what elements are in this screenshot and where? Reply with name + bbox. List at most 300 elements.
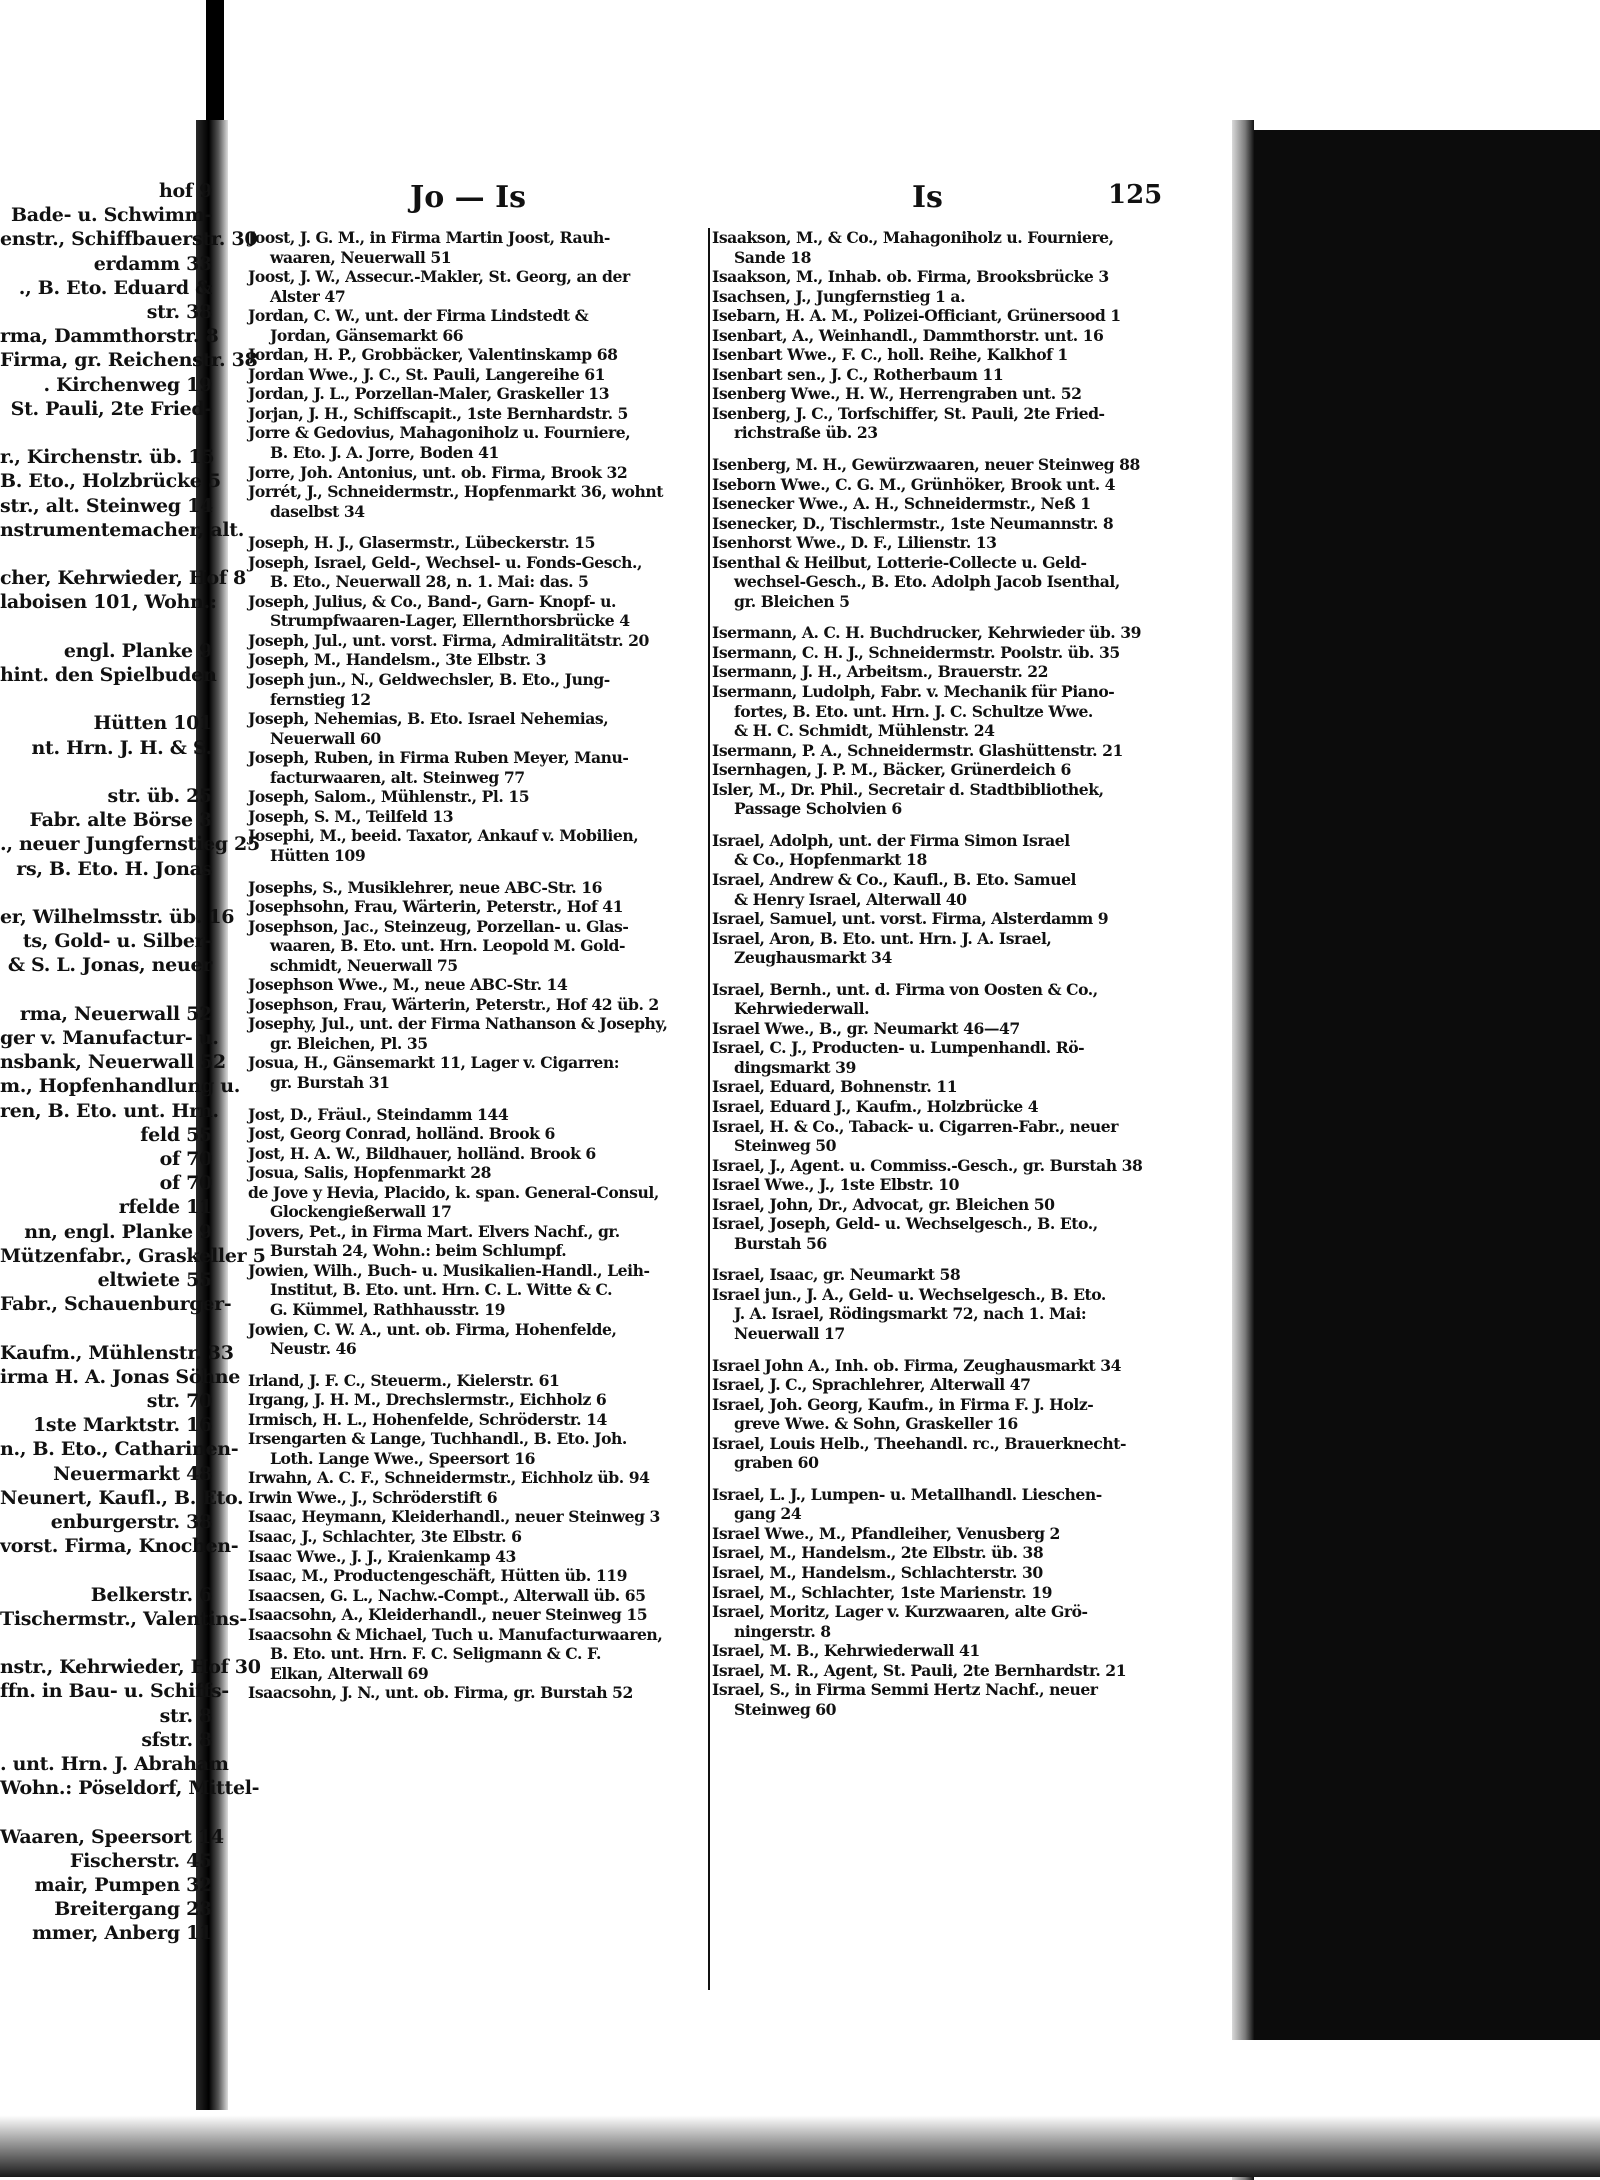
entry-line: Israel, J. C., Sprachlehrer, Alterwall 47	[712, 1375, 1031, 1395]
directory-entry	[712, 1175, 1167, 1195]
directory-entry	[712, 1097, 1167, 1117]
entry-line: Joseph jun., N., Geldwechsler, B. Eto., Jung-	[248, 670, 610, 690]
entry-continuation: Kehrwiederwall.	[734, 999, 870, 1019]
entry-line: Joseph, Nehemias, B. Eto. Israel Nehemias,	[248, 709, 609, 729]
page-number: 125	[1108, 180, 1163, 210]
left-page-line: str., alt. Steinweg 14	[0, 494, 213, 517]
entry-continuation: Alster 47	[270, 286, 346, 306]
entry-line: Jost, H. A. W., Bildhauer, holländ. Brook 6	[248, 1143, 596, 1163]
entry-line: Israel jun., J. A., Geld- u. Wechselgesch., B. Eto.	[712, 1284, 1106, 1304]
entry-line: Iseborn Wwe., C. G. M., Grünhöker, Brook unt. 4	[712, 474, 1116, 494]
directory-entry	[248, 423, 710, 462]
entry-line: Israel, Aron, B. Eto. unt. Hrn. J. A. Israel,	[712, 928, 1052, 948]
left-page-line: & S. L. Jonas, neuer	[7, 954, 212, 977]
entry-line: Jorrét, J., Schneidermstr., Hopfenmarkt 36, wohnt	[248, 482, 663, 502]
entry-line: Josua, Salis, Hopfenmarkt 28	[248, 1163, 492, 1183]
left-page-line: Bade- u. Schwimm-	[11, 204, 212, 227]
directory-entry	[712, 1602, 1167, 1641]
entry-line: Isenberg Wwe., H. W., Herrengraben unt. 52	[712, 384, 1082, 404]
entry-continuation: Zeughausmarkt 34	[734, 948, 892, 968]
directory-entry	[712, 475, 1167, 495]
entry-line: Isaac, M., Productengeschäft, Hütten üb. 119	[248, 1566, 628, 1586]
directory-entry	[712, 831, 1167, 870]
entry-line: Israel, Eduard, Bohnenstr. 11	[712, 1077, 958, 1097]
left-page-line: Kaufm., Mühlenstr. 33	[0, 1341, 234, 1364]
directory-entry	[248, 897, 710, 917]
left-page-line: . Kirchenweg 19	[43, 373, 212, 396]
directory-entry	[248, 228, 710, 267]
left-page-line: nn, engl. Planke 9	[24, 1220, 212, 1243]
entry-continuation: Neustr. 46	[270, 1339, 357, 1359]
left-page-line: hint. den Spielbuden	[0, 664, 217, 686]
directory-entry	[712, 514, 1167, 534]
left-page-line: hof 9	[159, 180, 212, 202]
entry-line: Israel, S., in Firma Semmi Hertz Nachf., neuer	[712, 1680, 1098, 1700]
directory-entry	[248, 1605, 710, 1625]
entry-line: de Jove y Hevia, Placido, k. span. General-Consul,	[248, 1182, 659, 1202]
directory-entry	[248, 1053, 710, 1092]
left-page-line: Breitergang 23	[54, 1898, 212, 1921]
entry-continuation: Sande 18	[734, 247, 812, 267]
left-page-line: mmer, Anberg 11	[32, 1922, 212, 1945]
entry-line: Israel, Isaac, gr. Neumarkt 58	[712, 1265, 961, 1285]
directory-entry	[248, 553, 710, 592]
entry-line: Jordan, H. P., Grobbäcker, Valentinskamp 68	[248, 345, 618, 365]
directory-entry	[248, 592, 710, 631]
left-page-line: str. 8	[159, 1704, 212, 1727]
entry-gap	[712, 443, 1167, 455]
directory-entry	[712, 1680, 1167, 1719]
directory-entry	[712, 306, 1167, 326]
directory-entry	[248, 826, 710, 865]
entry-line: Jordan Wwe., J. C., St. Pauli, Langereihe 61	[248, 364, 606, 384]
directory-entry	[248, 365, 710, 385]
directory-entry	[712, 1214, 1167, 1253]
left-page-line: ts, Gold- u. Silber-	[22, 930, 212, 953]
entry-line: Israel, John, Dr., Advocat, gr. Bleichen 50	[712, 1194, 1055, 1214]
entry-continuation: gang 24	[734, 1504, 802, 1524]
entry-continuation: Passage Scholvien 6	[734, 799, 902, 819]
directory-entry	[248, 1683, 710, 1703]
left-page-line: sfstr. 8	[141, 1728, 212, 1751]
entry-line: Joseph, Ruben, in Firma Ruben Meyer, Manu-	[248, 748, 629, 768]
entry-line: Jost, Georg Conrad, holländ. Brook 6	[248, 1124, 555, 1144]
entry-continuation: wechsel-Gesch., B. Eto. Adolph Jacob Isenthal,	[734, 572, 1120, 592]
directory-column-right	[712, 228, 1167, 1988]
directory-entry	[712, 682, 1167, 741]
left-page-line: 1ste Marktstr. 16	[33, 1414, 212, 1437]
entry-line: Jorre & Gedovius, Mahagoniholz u. Fourniere,	[248, 423, 631, 443]
entry-continuation: waaren, Neuerwall 51	[270, 247, 452, 267]
entry-continuation: Institut, B. Eto. unt. Hrn. C. L. Witte & C.	[270, 1280, 613, 1300]
entry-continuation: schmidt, Neuerwall 75	[270, 955, 458, 975]
entry-line: Joseph, M., Handelsm., 3te Elbstr. 3	[248, 650, 547, 670]
left-page-line: cher, Kehrwieder, Hof 8	[0, 567, 246, 590]
entry-continuation: & Henry Israel, Alterwall 40	[734, 889, 967, 909]
left-page-line: er, Wilhelmsstr. üb. 16	[0, 906, 235, 928]
directory-entry	[712, 909, 1167, 929]
entry-continuation: Burstah 24, Wohn.: beim Schlumpf.	[270, 1241, 567, 1261]
directory-entry	[712, 780, 1167, 819]
entry-continuation: daselbst 34	[270, 501, 365, 521]
entry-continuation: Strumpfwaaren-Lager, Ellernthorsbrücke 4	[270, 611, 630, 631]
directory-entry	[712, 1395, 1167, 1434]
entry-line: Josephy, Jul., unt. der Firma Nathanson & Josephy,	[248, 1014, 668, 1034]
entry-line: Josephsohn, Frau, Wärterin, Peterstr., Hof 41	[248, 897, 624, 917]
entry-continuation: Elkan, Alterwall 69	[270, 1663, 429, 1683]
entry-line: Jowien, Wilh., Buch- u. Musikalien-Handl., Leih-	[248, 1260, 650, 1280]
directory-entry	[248, 1429, 710, 1468]
entry-line: Irwahn, A. C. F., Schneidermstr., Eichholz üb. 94	[248, 1468, 650, 1488]
directory-entry	[712, 623, 1167, 643]
entry-continuation: ningerstr. 8	[734, 1621, 831, 1641]
directory-entry	[712, 1524, 1167, 1544]
entry-continuation: greve Wwe. & Sohn, Graskeller 16	[734, 1414, 1018, 1434]
entry-continuation: fortes, B. Eto. unt. Hrn. J. C. Schultze Wwe.	[734, 701, 1093, 721]
directory-entry	[248, 878, 710, 898]
entry-line: Israel, Andrew & Co., Kaufl., B. Eto. Samuel	[712, 869, 1077, 889]
left-page-line: laboisen 101, Wohn.:	[0, 591, 217, 614]
left-page-line: B. Eto., Holzbrücke 5	[0, 470, 221, 493]
directory-entry	[712, 643, 1167, 663]
entry-line: Irgang, J. H. M., Drechslermstr., Eichholz 6	[248, 1390, 607, 1410]
entry-line: Jorjan, J. H., Schiffscapit., 1ste Bernhardstr. 5	[248, 403, 628, 423]
entry-line: Israel, Samuel, unt. vorst. Firma, Alsterdamm 9	[712, 909, 1109, 929]
left-page-line: rfelde 11	[118, 1196, 212, 1219]
entry-continuation: Steinweg 50	[734, 1136, 837, 1156]
entry-line: Isermann, Ludolph, Fabr. v. Mechanik für Piano-	[712, 682, 1115, 702]
left-page-line: Hütten 101	[93, 712, 212, 735]
entry-line: Israel, M. R., Agent, St. Pauli, 2te Bernhardstr. 21	[712, 1660, 1127, 1680]
left-page-line: erdamm 33	[93, 252, 212, 275]
directory-entry	[712, 1117, 1167, 1156]
directory-entry	[712, 345, 1167, 365]
left-page-line: Firma, gr. Reichenstr. 38	[0, 349, 258, 372]
directory-entry	[712, 1485, 1167, 1524]
directory-entry	[248, 1488, 710, 1508]
directory-entry	[248, 1163, 710, 1183]
directory-entry	[712, 384, 1167, 404]
entry-gap	[712, 611, 1167, 623]
entry-line: Josephi, M., beeid. Taxator, Ankauf v. Mobilien,	[248, 826, 639, 846]
entry-line: Israel, Adolph, unt. der Firma Simon Israel	[712, 830, 1070, 850]
directory-entry	[712, 1434, 1167, 1473]
entry-line: Joost, J. W., Assecur.-Makler, St. Georg, an der	[248, 267, 630, 287]
entry-continuation: graben 60	[734, 1453, 819, 1473]
entry-continuation: Loth. Lange Wwe., Speersort 16	[270, 1448, 536, 1468]
directory-entry	[712, 760, 1167, 780]
entry-continuation: Jordan, Gänsemarkt 66	[270, 325, 464, 345]
entry-continuation: J. A. Israel, Rödingsmarkt 72, nach 1. Mai:	[734, 1304, 1087, 1324]
left-page-line: of 70	[159, 1172, 212, 1195]
directory-entry	[712, 741, 1167, 761]
entry-line: Isaac, Heymann, Kleiderhandl., neuer Steinweg 3	[248, 1507, 660, 1527]
left-page-fragment	[0, 180, 266, 2010]
directory-entry	[248, 670, 710, 709]
left-page-line: str. 38	[146, 301, 212, 323]
entry-line: Jordan, C. W., unt. der Firma Lindstedt &	[248, 306, 589, 326]
left-page-line: Fischerstr. 45	[69, 1849, 212, 1872]
left-page-line: rs, B. Eto. H. Jonas	[16, 857, 212, 880]
left-page-line: ren, B. Eto. unt. Hrn.	[0, 1099, 219, 1122]
directory-entry	[248, 267, 710, 306]
directory-entry	[712, 870, 1167, 909]
entry-line: Israel, Joh. Georg, Kaufm., in Firma F. J. Holz-	[712, 1394, 1094, 1414]
left-page-line: ., neuer Jungfernstieg 25	[0, 833, 260, 856]
directory-column-left	[248, 228, 710, 1988]
entry-continuation: gr. Bleichen, Pl. 35	[270, 1033, 428, 1053]
directory-entry	[248, 1320, 710, 1359]
entry-line: Isebarn, H. A. M., Polizei-Officiant, Grünersood 1	[712, 306, 1121, 326]
left-page-line: str. 70	[146, 1390, 212, 1412]
entry-line: Isermann, A. C. H. Buchdrucker, Kehrwieder üb. 39	[712, 623, 1142, 643]
book-spine-top	[206, 0, 224, 140]
entry-gap	[712, 1253, 1167, 1265]
directory-entry	[248, 463, 710, 483]
directory-entry	[248, 1014, 710, 1053]
directory-entry	[248, 1527, 710, 1547]
entry-line: Israel, Moritz, Lager v. Kurzwaaren, alte Grö-	[712, 1602, 1088, 1622]
entry-line: Jorre, Joh. Antonius, unt. ob. Firma, Brook 32	[248, 462, 628, 482]
directory-entry	[248, 917, 710, 976]
page-edge-shadow	[1232, 120, 1254, 2180]
directory-entry	[248, 1371, 710, 1391]
entry-line: Jost, D., Fräul., Steindamm 144	[248, 1104, 509, 1124]
entry-line: Joseph, S. M., Teilfeld 13	[248, 806, 454, 826]
left-page-line: ., B. Eto. Eduard &	[18, 276, 212, 299]
directory-entry	[712, 1563, 1167, 1583]
entry-line: Israel Wwe., B., gr. Neumarkt 46—47	[712, 1018, 1020, 1038]
left-page-line: Fabr. alte Börse 3	[29, 809, 212, 832]
entry-line: Israel, Eduard J., Kaufm., Holzbrücke 4	[712, 1096, 1039, 1116]
directory-entry	[248, 306, 710, 345]
directory-entry	[712, 533, 1167, 553]
left-page-line: of 70	[159, 1148, 212, 1170]
left-page-line: . unt. Hrn. J. Abraham	[0, 1753, 229, 1775]
left-page-line: nt. Hrn. J. H. & S.	[31, 736, 212, 759]
entry-continuation: Neuerwall 17	[734, 1323, 845, 1343]
entry-continuation: dingsmarkt 39	[734, 1057, 856, 1077]
entry-line: Isaacsen, G. L., Nachw.-Compt., Alterwall üb. 65	[248, 1585, 646, 1605]
left-page-line: mair, Pumpen 32	[34, 1874, 212, 1896]
left-page-line: Wohn.: Pöseldorf, Mittel-	[0, 1777, 260, 1800]
left-page-line: irma H. A. Jonas Söhne	[0, 1365, 241, 1388]
directory-entry	[248, 482, 710, 521]
left-page-line: nsbank, Neuerwall 52	[0, 1051, 226, 1074]
directory-entry	[248, 1547, 710, 1567]
entry-line: Isenecker, D., Tischlermstr., 1ste Neumannstr. 8	[712, 513, 1114, 533]
entry-continuation: Steinweg 60	[734, 1699, 837, 1719]
entry-continuation: & H. C. Schmidt, Mühlenstr. 24	[734, 721, 995, 741]
directory-entry	[248, 1468, 710, 1488]
left-page-line: m., Hopfenhandlung u.	[0, 1075, 241, 1098]
entry-continuation: B. Eto., Neuerwall 28, n. 1. Mai: das. 5	[270, 572, 589, 592]
entry-line: Isermann, P. A., Schneidermstr. Glashüttenstr. 21	[712, 740, 1123, 760]
entry-continuation: B. Eto. J. A. Jorre, Boden 41	[270, 443, 499, 463]
directory-entry	[248, 1124, 710, 1144]
directory-entry	[712, 1156, 1167, 1176]
entry-gap	[712, 968, 1167, 980]
directory-entry	[712, 1356, 1167, 1376]
directory-entry	[248, 995, 710, 1015]
directory-entry	[248, 631, 710, 651]
entry-line: Isler, M., Dr. Phil., Secretair d. Stadtbibliothek,	[712, 779, 1104, 799]
entry-line: Irwin Wwe., J., Schröderstift 6	[248, 1487, 498, 1507]
left-page-line: rma, Neuerwall 52	[19, 1002, 212, 1025]
header-right-title: Is	[912, 180, 943, 215]
directory-entry	[712, 287, 1167, 307]
entry-line: Isaacsohn, A., Kleiderhandl., neuer Steinweg 15	[248, 1605, 648, 1625]
entry-line: Israel Wwe., J., 1ste Elbstr. 10	[712, 1175, 960, 1195]
directory-entry	[712, 1019, 1167, 1039]
entry-line: Joseph, Julius, & Co., Band-, Garn- Knopf- u.	[248, 591, 616, 611]
entry-line: Israel, H. & Co., Taback- u. Cigarren-Fabr., neuer	[712, 1116, 1119, 1136]
left-page-line: Neuermarkt 48	[53, 1462, 212, 1485]
left-page-line: enstr., Schiffbauerstr. 30	[0, 228, 258, 251]
directory-entry	[248, 1222, 710, 1261]
directory-entry	[248, 1183, 710, 1222]
directory-entry	[712, 326, 1167, 346]
entry-continuation: waaren, B. Eto. unt. Hrn. Leopold M. Gold-	[270, 936, 626, 956]
directory-entry	[712, 494, 1167, 514]
directory-entry	[248, 709, 710, 748]
left-page-line: n., B. Eto., Catharinen-	[0, 1438, 239, 1461]
left-page-line: Mützenfabr., Graskeller 5	[0, 1244, 266, 1267]
directory-entry	[712, 1038, 1167, 1077]
entry-line: Joseph, Jul., unt. vorst. Firma, Admiralitätstr. 20	[248, 630, 649, 650]
entry-continuation: & Co., Hopfenmarkt 18	[734, 850, 927, 870]
entry-line: Isenhorst Wwe., D. F., Lilienstr. 13	[712, 533, 997, 553]
entry-line: Israel, Louis Helb., Theehandl. rc., Brauerknecht-	[712, 1433, 1126, 1453]
entry-line: Joseph, H. J., Glasermstr., Lübeckerstr. 15	[248, 533, 595, 553]
entry-continuation: gr. Burstah 31	[270, 1072, 390, 1092]
directory-entry	[712, 1195, 1167, 1215]
entry-line: Isenthal & Heilbut, Lotterie-Collecte u. Geld-	[712, 552, 1087, 572]
entry-continuation: Burstah 56	[734, 1233, 827, 1253]
entry-gap	[248, 866, 710, 878]
entry-continuation: richstraße üb. 23	[734, 423, 878, 443]
left-page-line: nstrumentemacher, alt.	[0, 518, 245, 541]
left-page-line: enburgerstr. 38	[50, 1511, 212, 1533]
entry-line: Jovers, Pet., in Firma Mart. Elvers Nachf., gr.	[248, 1221, 620, 1241]
entry-continuation: G. Kümmel, Rathhausstr. 19	[270, 1299, 506, 1319]
column-divider	[708, 228, 710, 1990]
directory-entry	[248, 1390, 710, 1410]
directory-entry	[712, 267, 1167, 287]
directory-entry	[712, 1583, 1167, 1603]
entry-line: Josua, H., Gänsemarkt 11, Lager v. Cigarren:	[248, 1053, 620, 1073]
directory-entry	[712, 1265, 1167, 1285]
entry-line: Isaac Wwe., J. J., Kraienkamp 43	[248, 1546, 516, 1566]
directory-entry	[712, 1285, 1167, 1344]
entry-line: Israel Wwe., M., Pfandleiher, Venusberg 2	[712, 1523, 1060, 1543]
entry-line: Israel, C. J., Producten- u. Lumpenhandl. Rö-	[712, 1038, 1085, 1058]
left-page-line: feld 55	[140, 1123, 212, 1146]
entry-continuation: fernstieg 12	[270, 689, 371, 709]
left-page-line: rma, Dammthorstr. 8	[0, 325, 219, 348]
left-page-line: engl. Planke 9	[63, 639, 212, 662]
entry-gap	[248, 1359, 710, 1371]
entry-line: Isaacsohn & Michael, Tuch u. Manufacturwaaren,	[248, 1624, 663, 1644]
entry-gap	[712, 1473, 1167, 1485]
entry-line: Josephson Wwe., M., neue ABC-Str. 14	[248, 975, 568, 995]
directory-entry	[248, 1566, 710, 1586]
left-page-line: Belkerstr. 6	[90, 1583, 212, 1606]
directory-entry	[248, 1507, 710, 1527]
entry-line: Israel John A., Inh. ob. Firma, Zeughausmarkt 34	[712, 1355, 1122, 1375]
entry-line: Isaakson, M., Inhab. ob. Firma, Brooksbrücke 3	[712, 267, 1109, 287]
entry-line: Isenbart, A., Weinhandl., Dammthorstr. unt. 16	[712, 325, 1104, 345]
entry-line: Isaacsohn, J. N., unt. ob. Firma, gr. Burstah 52	[248, 1683, 633, 1703]
directory-entry	[248, 1144, 710, 1164]
entry-line: Israel, M., Handelsm., Schlachterstr. 30	[712, 1563, 1043, 1582]
entry-line: Isernhagen, J. P. M., Bäcker, Grünerdeich 6	[712, 760, 1071, 780]
entry-gap	[712, 819, 1167, 831]
directory-entry	[712, 228, 1167, 267]
left-page-line: r., Kirchenstr. üb. 15	[0, 446, 215, 469]
left-page-line: ffn. in Bau- u. Schiffs-	[0, 1680, 229, 1703]
left-page-line: Waaren, Speersort 14	[0, 1825, 224, 1848]
directory-entry	[248, 345, 710, 365]
directory-entry	[712, 980, 1167, 1019]
bottom-shadow	[0, 2040, 1600, 2177]
directory-entry	[248, 975, 710, 995]
entry-line: Isermann, J. H., Arbeitsm., Brauerstr. 22	[712, 662, 1049, 682]
directory-entry	[712, 929, 1167, 968]
directory-entry	[712, 1543, 1167, 1563]
entry-line: Israel, Joseph, Geld- u. Wechselgesch., B. Eto.,	[712, 1214, 1098, 1234]
left-page-line: vorst. Firma, Knochen-	[0, 1535, 239, 1558]
entry-line: Isenberg, M. H., Gewürzwaaren, neuer Steinweg 88	[712, 455, 1140, 475]
directory-entry	[712, 1077, 1167, 1097]
entry-line: Isaac, J., Schlachter, 3te Elbstr. 6	[248, 1527, 522, 1546]
entry-line: Jowien, C. W. A., unt. ob. Firma, Hohenfelde,	[248, 1319, 617, 1339]
entry-gap	[248, 1093, 710, 1105]
entry-line: Joseph, Salom., Mühlenstr., Pl. 15	[248, 787, 530, 807]
entry-continuation: Neuerwall 60	[270, 728, 381, 748]
directory-entry	[712, 553, 1167, 612]
entry-continuation: Hütten 109	[270, 845, 366, 865]
left-page-line: Neunert, Kaufl., B. Eto.	[0, 1486, 244, 1509]
entry-line: Josephson, Frau, Wärterin, Peterstr., Hof 42 üb. 2	[248, 994, 659, 1014]
header-left-title: Jo — Is	[410, 180, 527, 215]
left-page-line: str. üb. 25	[107, 785, 212, 807]
directory-entry	[248, 787, 710, 807]
directory-entry	[248, 1625, 710, 1684]
directory-entry	[712, 1641, 1167, 1661]
entry-line: Irsengarten & Lange, Tuchhandl., B. Eto. Joh.	[248, 1429, 627, 1449]
left-page-line: eltwiete 55	[97, 1269, 212, 1291]
entry-line: Isenecker Wwe., A. H., Schneidermstr., Neß 1	[712, 494, 1091, 514]
entry-line: Isachsen, J., Jungfernstieg 1 a.	[712, 286, 966, 306]
entry-line: Israel, M., Handelsm., 2te Elbstr. üb. 38	[712, 1543, 1044, 1563]
directory-entry	[248, 1410, 710, 1430]
left-page-line: nstr., Kehrwieder, Hof 30	[0, 1656, 261, 1679]
entry-line: Isaakson, M., & Co., Mahagoniholz u. Fourniere,	[712, 228, 1114, 247]
entry-line: Irland, J. F. C., Steuerm., Kielerstr. 61	[248, 1370, 560, 1390]
left-page-line: Fabr., Schauenburger-	[0, 1293, 232, 1316]
left-page-line: Tischermstr., Valentins-	[0, 1607, 247, 1630]
entry-gap	[712, 1344, 1167, 1356]
entry-continuation: Glockengießerwall 17	[270, 1202, 452, 1222]
directory-entry	[248, 807, 710, 827]
entry-line: Israel, Bernh., unt. d. Firma von Oosten & Co.,	[712, 979, 1098, 999]
directory-entry	[712, 365, 1167, 385]
directory-entry	[248, 1105, 710, 1125]
entry-line: Jordan, J. L., Porzellan-Maler, Graskeller 13	[248, 384, 610, 404]
entry-continuation: facturwaaren, alt. Steinweg 77	[270, 767, 525, 787]
entry-line: Irmisch, H. L., Hohenfelde, Schröderstr. 14	[248, 1409, 607, 1429]
